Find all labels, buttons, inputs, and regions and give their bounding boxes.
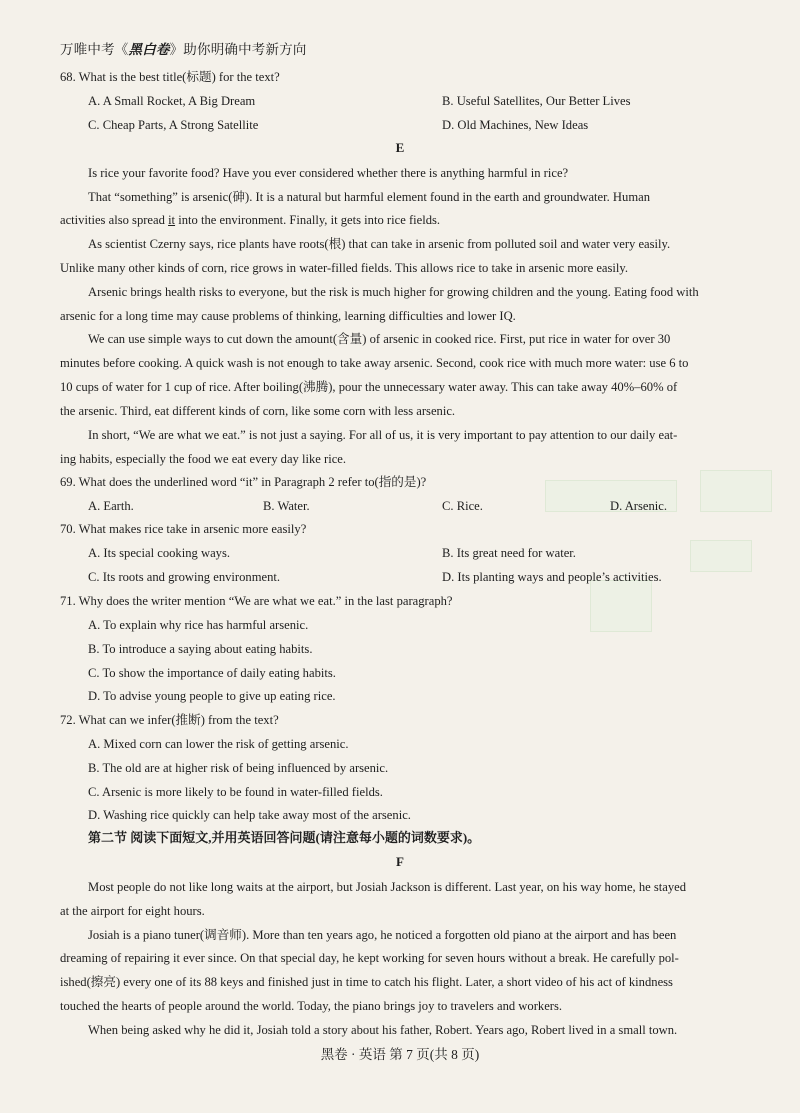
- question-69-option-b: B. Water.: [263, 499, 310, 513]
- underlined-word-it: it: [168, 213, 176, 227]
- passage-e-line: the arsenic. Third, eat different kinds of corn, like some corn with less arsenic.: [60, 404, 456, 418]
- question-71-option-b: B. To introduce a saying about eating habits.: [88, 642, 313, 656]
- question-69-option-c: C. Rice.: [442, 499, 483, 513]
- question-71-option-a: A. To explain why rice has harmful arsenic.: [88, 618, 309, 632]
- passage-e-text: into the environment. Finally, it gets into rice fields.: [175, 213, 441, 227]
- passage-e-line: ing habits, especially the food we eat every day like rice.: [60, 452, 347, 466]
- page-footer: 黑卷 · 英语 第 7 页(共 8 页): [320, 1047, 480, 1062]
- question-72-stem: 72. What can we infer(推断) from the text?: [60, 713, 279, 727]
- passage-e-line: We can use simple ways to cut down the amount(含量) of arsenic in cooked rice. First, put rice in water for over 30: [88, 332, 671, 346]
- passage-e-line: That “something” is arsenic(砷). It is a natural but harmful element found in the earth and groundwater. Human: [88, 190, 650, 204]
- question-72-option-d: D. Washing rice quickly can help take away most of the arsenic.: [88, 808, 411, 822]
- header-suffix: 》助你明确中考新方向: [169, 42, 307, 57]
- header-emphasis: 黑白卷: [128, 42, 170, 57]
- passage-f-line: When being asked why he did it, Josiah told a story about his father, Robert. Years ago, Robert lived in a small town.: [88, 1023, 678, 1037]
- passage-e-line: arsenic for a long time may cause problems of thinking, learning difficulties and lower IQ.: [60, 309, 516, 323]
- passage-f-line: touched the hearts of people around the world. Today, the piano brings joy to travelers and workers.: [60, 999, 563, 1013]
- question-68-option-b: B. Useful Satellites, Our Better Lives: [442, 94, 631, 108]
- question-72-option-b: B. The old are at higher risk of being influenced by arsenic.: [88, 761, 389, 775]
- passage-f-line: Most people do not like long waits at the airport, but Josiah Jackson is different. Last year, on his way home, he stayed: [88, 880, 687, 894]
- question-68-option-d: D. Old Machines, New Ideas: [442, 118, 589, 132]
- passage-e-line: 10 cups of water for 1 cup of rice. After boiling(沸腾), pour the unnecessary water away. This can take away 40%–60% of: [60, 380, 678, 394]
- question-71-stem: 71. Why does the writer mention “We are what we eat.” in the last paragraph?: [60, 594, 453, 608]
- question-70-stem: 70. What makes rice take in arsenic more easily?: [60, 522, 307, 536]
- passage-e-line: Is rice your favorite food? Have you ever considered whether there is anything harmful in rice?: [88, 166, 569, 180]
- question-71-option-c: C. To show the importance of daily eating habits.: [88, 666, 336, 680]
- passage-f-line: ished(擦亮) every one of its 88 keys and finished just in time to catch his flight. Later, a short video of his act of kindness: [60, 975, 673, 989]
- passage-e-line: minutes before cooking. A quick wash is not enough to take away arsenic. Second, cook rice with much more water: use 6 to: [60, 356, 689, 370]
- passage-e-label: E: [395, 140, 405, 155]
- question-72-option-c: C. Arsenic is more likely to be found in water-filled fields.: [88, 785, 383, 799]
- header-prefix: 万唯中考《: [60, 42, 129, 57]
- passage-f-label: F: [396, 854, 404, 869]
- question-68-stem: 68. What is the best title(标题) for the text?: [60, 70, 280, 84]
- question-70-option-b: B. Its great need for water.: [442, 546, 576, 560]
- question-68-option-a: A. A Small Rocket, A Big Dream: [88, 94, 256, 108]
- question-69-option-a: A. Earth.: [88, 499, 134, 513]
- question-69-option-d: D. Arsenic.: [610, 499, 668, 513]
- passage-e-line: In short, “We are what we eat.” is not just a saying. For all of us, it is very important to pay attention to our daily eat-: [88, 428, 678, 442]
- passage-e-line: As scientist Czerny says, rice plants have roots(根) that can take in arsenic from polluted soil and water very easily.: [88, 237, 671, 251]
- question-70-option-d: D. Its planting ways and people’s activities.: [442, 570, 662, 584]
- bleed-through-box: [590, 580, 652, 632]
- passage-e-line: [60, 212, 440, 228]
- passage-e-line: Arsenic brings health risks to everyone, but the risk is much higher for growing children and the young. Eating food with: [88, 285, 699, 299]
- passage-f-line: at the airport for eight hours.: [60, 904, 205, 918]
- question-68-option-c: C. Cheap Parts, A Strong Satellite: [88, 118, 259, 132]
- passage-f-line: Josiah is a piano tuner(调音师). More than ten years ago, he noticed a forgotten old piano at the airport and has been: [88, 928, 677, 942]
- question-70-option-a: A. Its special cooking ways.: [88, 546, 230, 560]
- passage-f-line: dreaming of repairing it ever since. On that special day, he kept working for seven hours without a break. He carefully pol-: [60, 951, 679, 965]
- passage-e-text: activities also spread: [60, 213, 169, 227]
- page-header: [60, 42, 307, 58]
- bleed-through-box: [700, 470, 772, 512]
- bleed-through-box: [690, 540, 752, 572]
- passage-e-line: Unlike many other kinds of corn, rice grows in water-filled fields. This allows rice to take in arsenic more easily.: [60, 261, 629, 275]
- section-heading: 第二节 阅读下面短文,并用英语回答问题(请注意每小题的词数要求)。: [88, 830, 481, 845]
- question-69-stem: 69. What does the underlined word “it” in Paragraph 2 refer to(指的是)?: [60, 475, 427, 489]
- question-70-option-c: C. Its roots and growing environment.: [88, 570, 281, 584]
- question-72-option-a: A. Mixed corn can lower the risk of getting arsenic.: [88, 737, 349, 751]
- question-71-option-d: D. To advise young people to give up eating rice.: [88, 689, 336, 703]
